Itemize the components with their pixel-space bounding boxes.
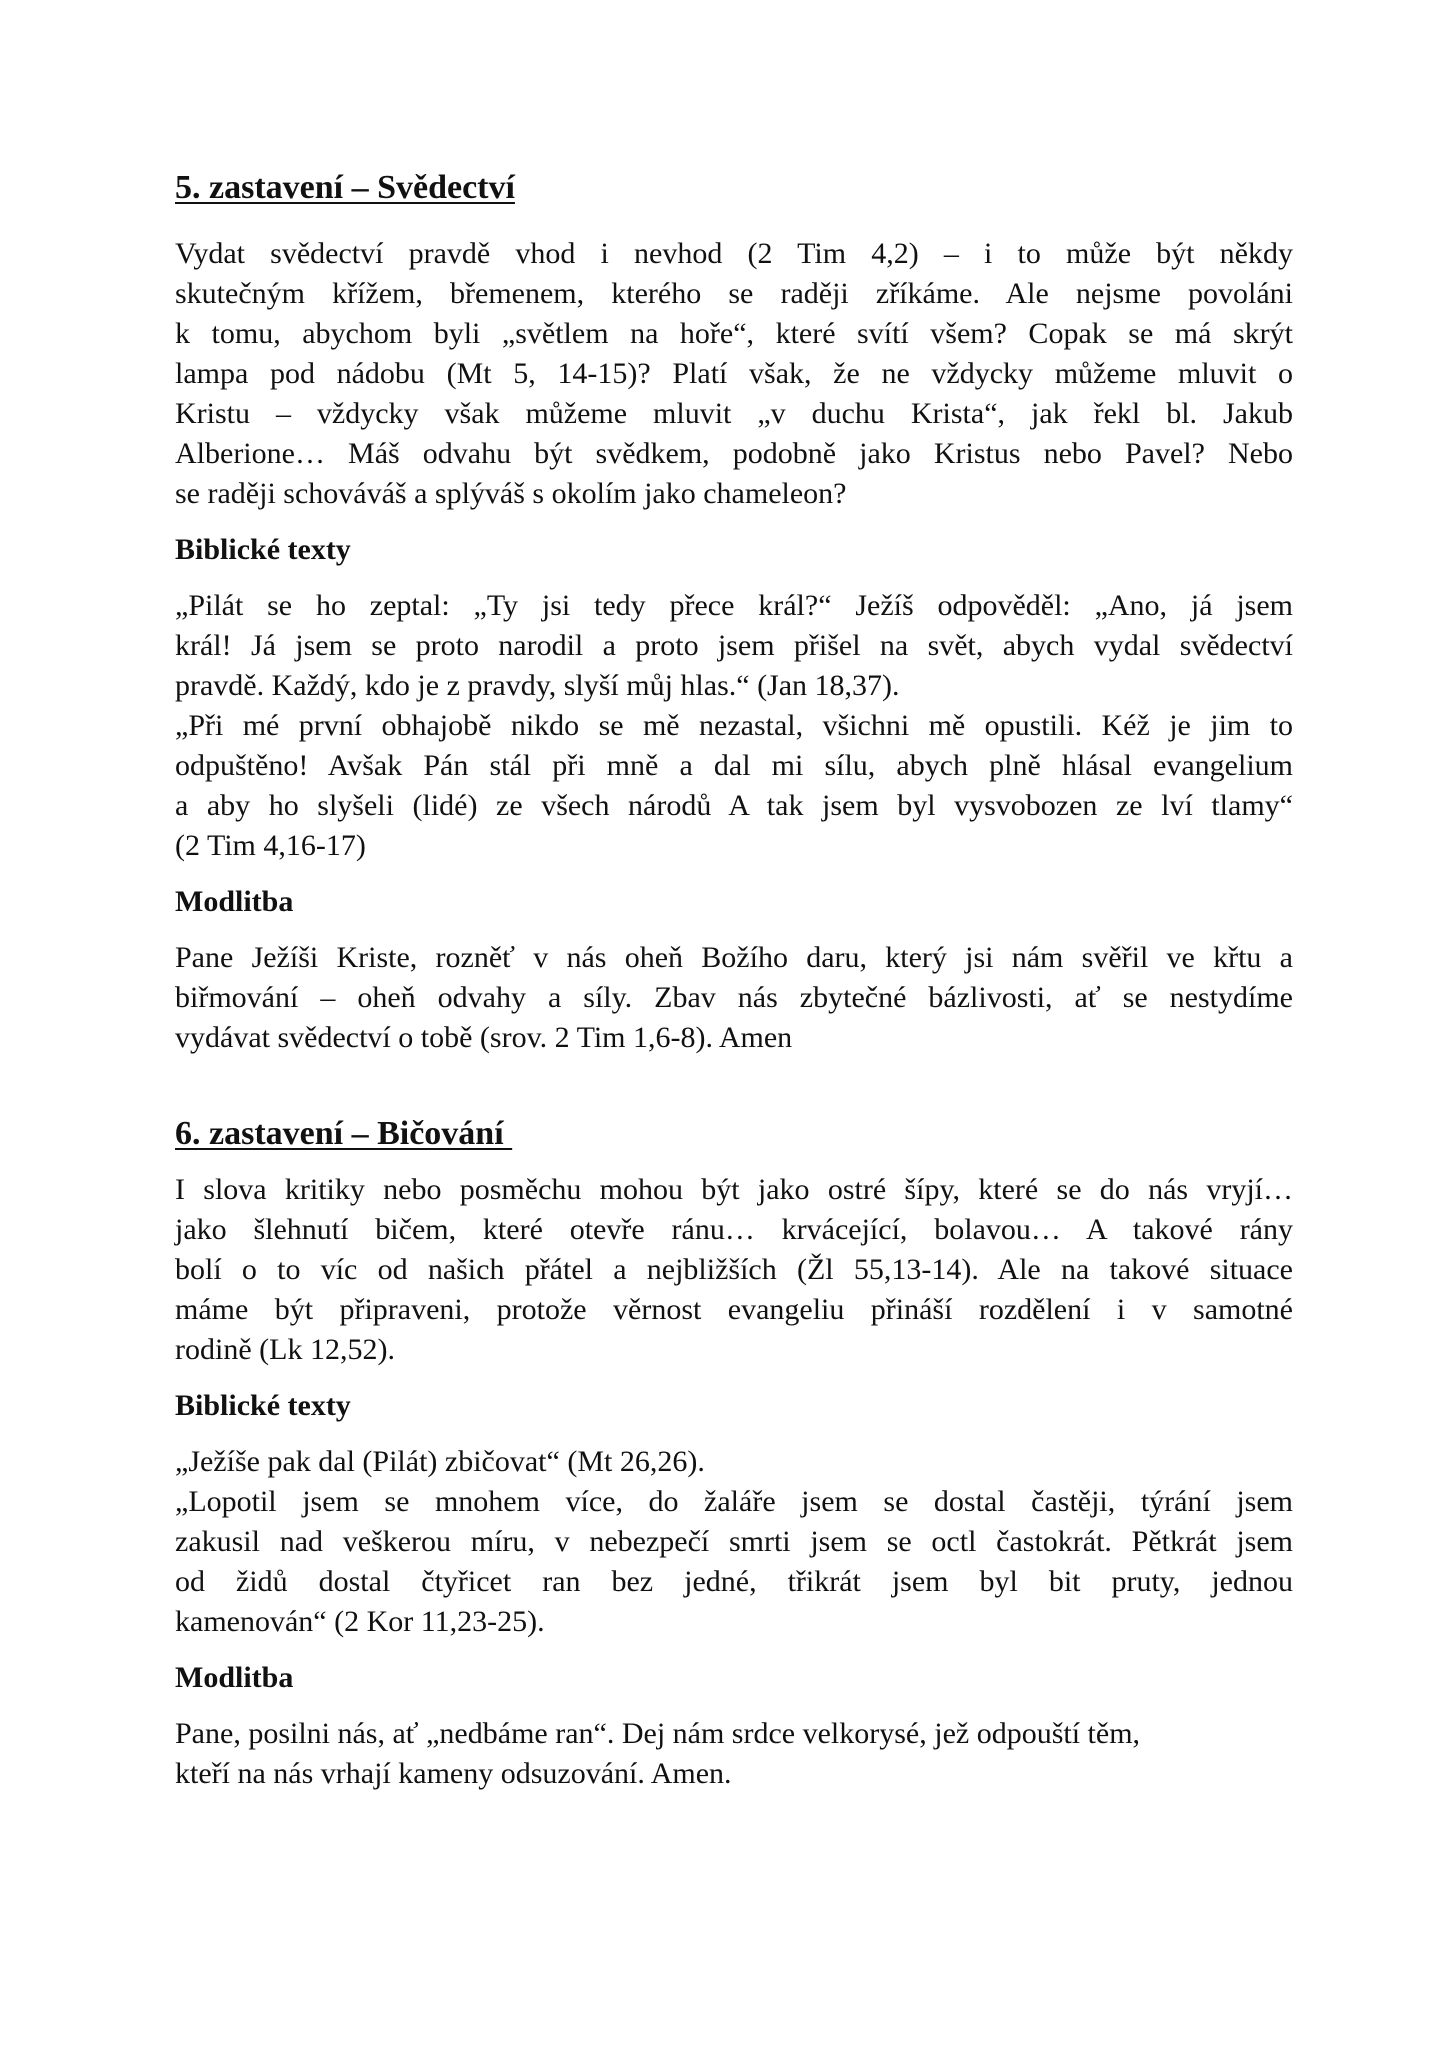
document-page <box>175 168 1293 1794</box>
text-line: lampa pod nádobu (Mt 5, 14-15)? Platí však, že ne vždycky můžeme mluvit o <box>175 357 1293 390</box>
prayer-heading: Modlitba <box>175 885 294 918</box>
text-line: rodině (Lk 12,52). <box>175 1333 395 1366</box>
text-line: bolí o to víc od našich přátel a nejbližších (Žl 55,13-14). Ale na takové situace <box>175 1253 1293 1286</box>
prayer-paragraph <box>175 938 1293 1058</box>
text-line: a aby ho slyšeli (lidé) ze všech národů A tak jsem byl vysvobozen ze lví tlamy“ <box>175 789 1293 822</box>
prayer-heading: Modlitba <box>175 1661 294 1694</box>
bible-texts-heading: Biblické texty <box>175 533 351 566</box>
section-heading: 5. zastavení – Svědectví <box>175 169 515 206</box>
text-line: „Ježíše pak dal (Pilát) zbičovat“ (Mt 26,26). <box>175 1445 705 1478</box>
text-line: biřmování – oheň odvahy a síly. Zbav nás zbytečné bázlivosti, ať se nestydíme <box>175 981 1293 1014</box>
text-line: I slova kritiky nebo posměchu mohou být jako ostré šípy, které se do nás vryjí… <box>175 1173 1293 1206</box>
section-6 <box>175 1114 1293 1794</box>
text-line: máme být připraveni, protože věrnost evangeliu přináší rozdělení i v samotné <box>175 1293 1293 1326</box>
text-line: pravdě. Každý, kdo je z pravdy, slyší můj hlas.“ (Jan 18,37). <box>175 669 900 702</box>
text-line: k tomu, abychom byli „světlem na hoře“, které svítí všem? Copak se má skrýt <box>175 317 1293 350</box>
text-line: odpuštěno! Avšak Pán stál při mně a dal mi sílu, abych plně hlásal evangelium <box>175 749 1293 782</box>
bible-texts-heading: Biblické texty <box>175 1389 351 1422</box>
text-line: skutečným křížem, břemenem, kterého se raději zříkáme. Ale nejsme povoláni <box>175 277 1293 310</box>
text-line: (2 Tim 4,16-17) <box>175 829 366 862</box>
text-line: „Lopotil jsem se mnohem více, do žaláře jsem se dostal častěji, týrání jsem <box>175 1485 1293 1518</box>
text-line: „Při mé první obhajobě nikdo se mě nezastal, všichni mě opustili. Kéž je jim to <box>175 709 1293 742</box>
intro-paragraph <box>175 1170 1293 1370</box>
text-line: jako šlehnutí bičem, které otevře ránu… krvácející, bolavou… A takové rány <box>175 1213 1293 1246</box>
text-line: zakusil nad veškerou míru, v nebezpečí smrti jsem se octl častokrát. Pětkrát jsem <box>175 1525 1293 1558</box>
text-line: Alberione… Máš odvahu být svědkem, podobně jako Kristus nebo Pavel? Nebo <box>175 437 1293 470</box>
text-line: Pane, posilni nás, ať „nedbáme ran“. Dej nám srdce velkorysé, jež odpouští těm, <box>175 1717 1141 1750</box>
section-5 <box>175 168 1293 1058</box>
text-line: kteří na nás vrhají kameny odsuzování. Amen. <box>175 1757 732 1790</box>
intro-paragraph <box>175 234 1293 514</box>
bible-texts-paragraph <box>175 1442 1293 1642</box>
text-line: Kristu – vždycky však můžeme mluvit „v duchu Krista“, jak řekl bl. Jakub <box>175 397 1293 430</box>
text-line: „Pilát se ho zeptal: „Ty jsi tedy přece král?“ Ježíš odpověděl: „Ano, já jsem <box>175 589 1293 622</box>
text-line: kamenován“ (2 Kor 11,23-25). <box>175 1605 545 1638</box>
bible-texts-paragraph <box>175 586 1293 866</box>
section-heading: 6. zastavení – Bičování <box>175 1115 513 1152</box>
text-line: Vydat svědectví pravdě vhod i nevhod (2 Tim 4,2) – i to může být někdy <box>175 237 1293 270</box>
text-line: král! Já jsem se proto narodil a proto jsem přišel na svět, abych vydal svědectví <box>175 629 1293 662</box>
text-line: od židů dostal čtyřicet ran bez jedné, třikrát jsem byl bit pruty, jednou <box>175 1565 1293 1598</box>
text-line: Pane Ježíši Kriste, rozněť v nás oheň Božího daru, který jsi nám svěřil ve křtu a <box>175 941 1293 974</box>
text-line: vydávat svědectví o tobě (srov. 2 Tim 1,6-8). Amen <box>175 1021 793 1054</box>
prayer-paragraph <box>175 1714 1293 1794</box>
text-line: se raději schováváš a splýváš s okolím jako chameleon? <box>175 477 847 510</box>
